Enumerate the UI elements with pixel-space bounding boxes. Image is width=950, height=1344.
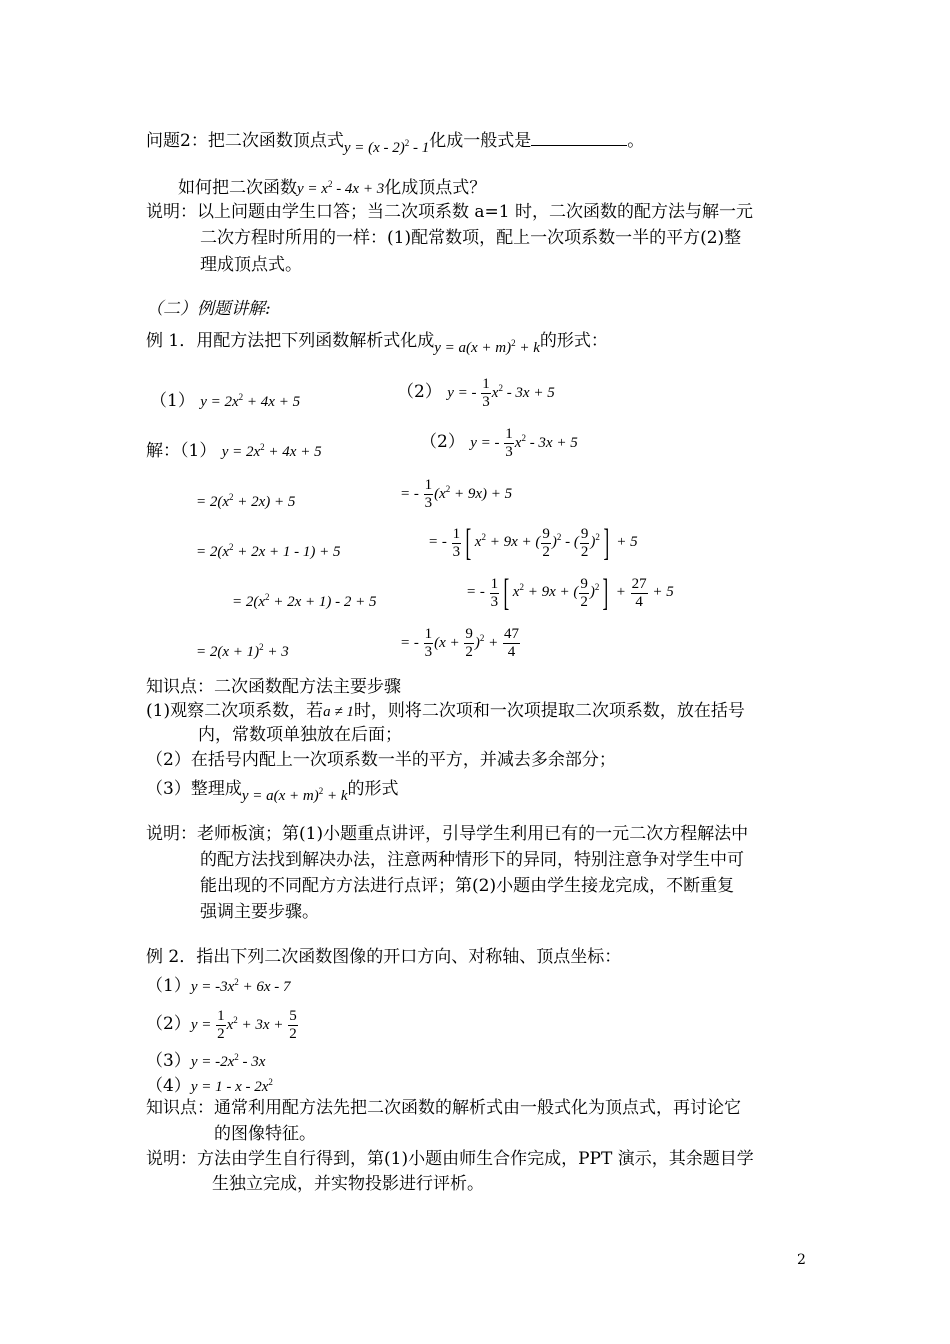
solution-n1: （1） (180, 441, 217, 461)
ex2-item2-number: （2） (146, 1013, 191, 1034)
ex2-item2-formula: y = $\frac{1}{2}$ $x^2 + 3x$ + $\frac{5}{2}$ (190, 1008, 297, 1042)
solution-left-step4: = $2(x^2 + 2x + 1) - 2 + 5$ (232, 592, 377, 610)
ex2-item3-formula: $y = -2x^2 - 3x$ (190, 1052, 266, 1070)
ex1-problem2 (397, 376, 555, 411)
solution-right-step5: = - $\frac{1}{3}$ (x + $\frac{9}{2}$ )$^2$ + $\frac{47}{4}$ (400, 626, 520, 660)
knowledge1-step1-cont: 内，常数项单独放在后面； (198, 725, 402, 745)
ex1-formula: $y = a(x + m)^2 + k$ (434, 338, 540, 356)
q2b-text1: 如何把二次函数 (178, 178, 297, 198)
fraction: $\frac{1}{3}$ (482, 376, 490, 410)
solution-label: 解： (146, 441, 180, 461)
ex2-item3 (146, 1046, 265, 1073)
q2-text2: 化成一般式是 (429, 131, 532, 151)
note1-line1: 说明：以上问题由学生口答；当二次项系数 a=1 时，二次函数的配方法与解一元 (146, 202, 754, 222)
ex1-p2-formula: y = - $\frac{1}{3}$ $x^2 - 3x + 5$ (447, 376, 555, 410)
ex1-p1-formula: $y = 2x^2 + 4x + 5$ (200, 392, 301, 410)
section-heading: （二）例题讲解: (146, 299, 271, 319)
q2-text1: 问题2：把二次函数顶点式 (146, 131, 344, 151)
knowledge1-step1 (146, 700, 745, 723)
knowledge2-line2: 的图像特征。 (214, 1124, 316, 1144)
note1-line2: 二次方程时所用的一样：(1)配常数项，配上一次项系数一半的平方(2)整 (200, 228, 742, 248)
q2-text3: 。 (627, 131, 645, 151)
solution-label-line (146, 436, 322, 463)
ex2-title: 例 2．指出下列二次函数图像的开口方向、对称轴、顶点坐标： (146, 947, 622, 967)
ex2-item4-number: （4） (146, 1076, 191, 1096)
solution-left-step1: $y = 2x^2 + 4x + 5$ (221, 442, 322, 460)
ex1-problem1 (150, 386, 300, 413)
knowledge1-step3-a: （3）整理成 (146, 779, 242, 799)
note2-line4: 强调主要步骤。 (200, 902, 319, 922)
q2-formula: y = (x - 2)$^2$ - 1 (343, 138, 430, 156)
ex1-p2-number: （2） (397, 381, 442, 402)
knowledge1-step1-b: 时，则将二次项和一次项提取二次项系数，放在括号 (353, 701, 745, 721)
knowledge1-condition: a ≠ 1 (323, 704, 354, 720)
ex2-item1-formula: $y = -3x^2 + 6x - 7$ (190, 977, 291, 995)
knowledge1-step3-formula: $y = a(x + m)^2 + k$ (241, 786, 348, 804)
solution-left-step3: = $2(x^2 + 2x + 1 - 1) + 5$ (196, 542, 341, 560)
knowledge1-step3-b: 的形式 (347, 779, 399, 799)
solution-right-step1-line (420, 426, 578, 461)
ex1-p1-number: （1） (150, 391, 195, 411)
q2-answer-blank (531, 131, 627, 146)
q2b-line (178, 173, 486, 200)
note3-line1: 说明：方法由学生自行得到，第(1)小题由师生合作完成，PPT 演示，其余题目学 (146, 1149, 754, 1169)
ex1-text2: 的形式： (539, 331, 608, 351)
solution-n2: （2） (420, 431, 465, 452)
solution-right-step4: = - $\frac{1}{3}$ [ $x^2 + 9x$ + ( $\frac{9}{2}$ )$^2$] + $\frac{27}{4}$ + 5 (466, 572, 674, 614)
note2-line3: 能出现的不同配方方法进行点评；第(2)小题由学生接龙完成，不断重复 (200, 876, 735, 896)
solution-right-step3: = - $\frac{1}{3}$ [ $x^2 + 9x$ + ( $\frac{9}{2}$ )$^2$ - ( $\frac{9}{2}$ )$^2$] + 5 (428, 522, 638, 564)
q2b-text2: 化成顶点式？ (384, 178, 487, 198)
ex2-item4 (146, 1071, 273, 1098)
solution-left-step5: = $2(x + 1)^2 + 3$ (196, 642, 289, 660)
ex2-item2 (146, 1008, 299, 1043)
note2-line2: 的配方法找到解决办法，注意两种情形下的异同，特别注意争对学生中可 (200, 850, 744, 870)
ex2-item4-formula: $y = 1 - x - 2x^2$ (190, 1077, 273, 1095)
q2-line (146, 126, 645, 156)
ex2-item1-number: （1） (146, 976, 191, 996)
q2b-formula: $y = x^2 - 4x + 3$ (297, 179, 385, 197)
solution-right-step2: = - $\frac{1}{3}$ $(x^2 + 9x) + 5$ (400, 477, 513, 511)
ex2-item3-number: （3） (146, 1051, 191, 1071)
page-number: 2 (797, 1252, 806, 1268)
note2-line1: 说明：老师板演；第(1)小题重点讲评，引导学生利用已有的一元二次方程解法中 (146, 824, 749, 844)
knowledge2-line1: 知识点：通常利用配方法先把二次函数的解析式由一般式化为顶点式，再讨论它 (146, 1098, 741, 1118)
ex1-line (146, 326, 608, 356)
solution-left-step2: = $2(x^2 + 2x) + 5$ (196, 492, 296, 510)
note1-line3: 理成顶点式。 (200, 255, 302, 275)
knowledge1-title: 知识点：二次函数配方法主要步骤 (146, 677, 401, 697)
note3-line2: 生独立完成，并实物投影进行评析。 (212, 1174, 484, 1194)
solution-right-step1: y = - $\frac{1}{3}$ $x^2 - 3x + 5$ (470, 426, 578, 460)
knowledge1-step2: （2）在括号内配上一次项系数一半的平方，并减去多余部分； (146, 750, 616, 770)
ex2-item1 (146, 971, 291, 998)
knowledge1-step1-a: (1)观察二次项系数，若 (146, 701, 324, 721)
knowledge1-step3 (146, 774, 399, 804)
ex1-text1: 例 1．用配方法把下列函数解析式化成 (146, 331, 435, 351)
